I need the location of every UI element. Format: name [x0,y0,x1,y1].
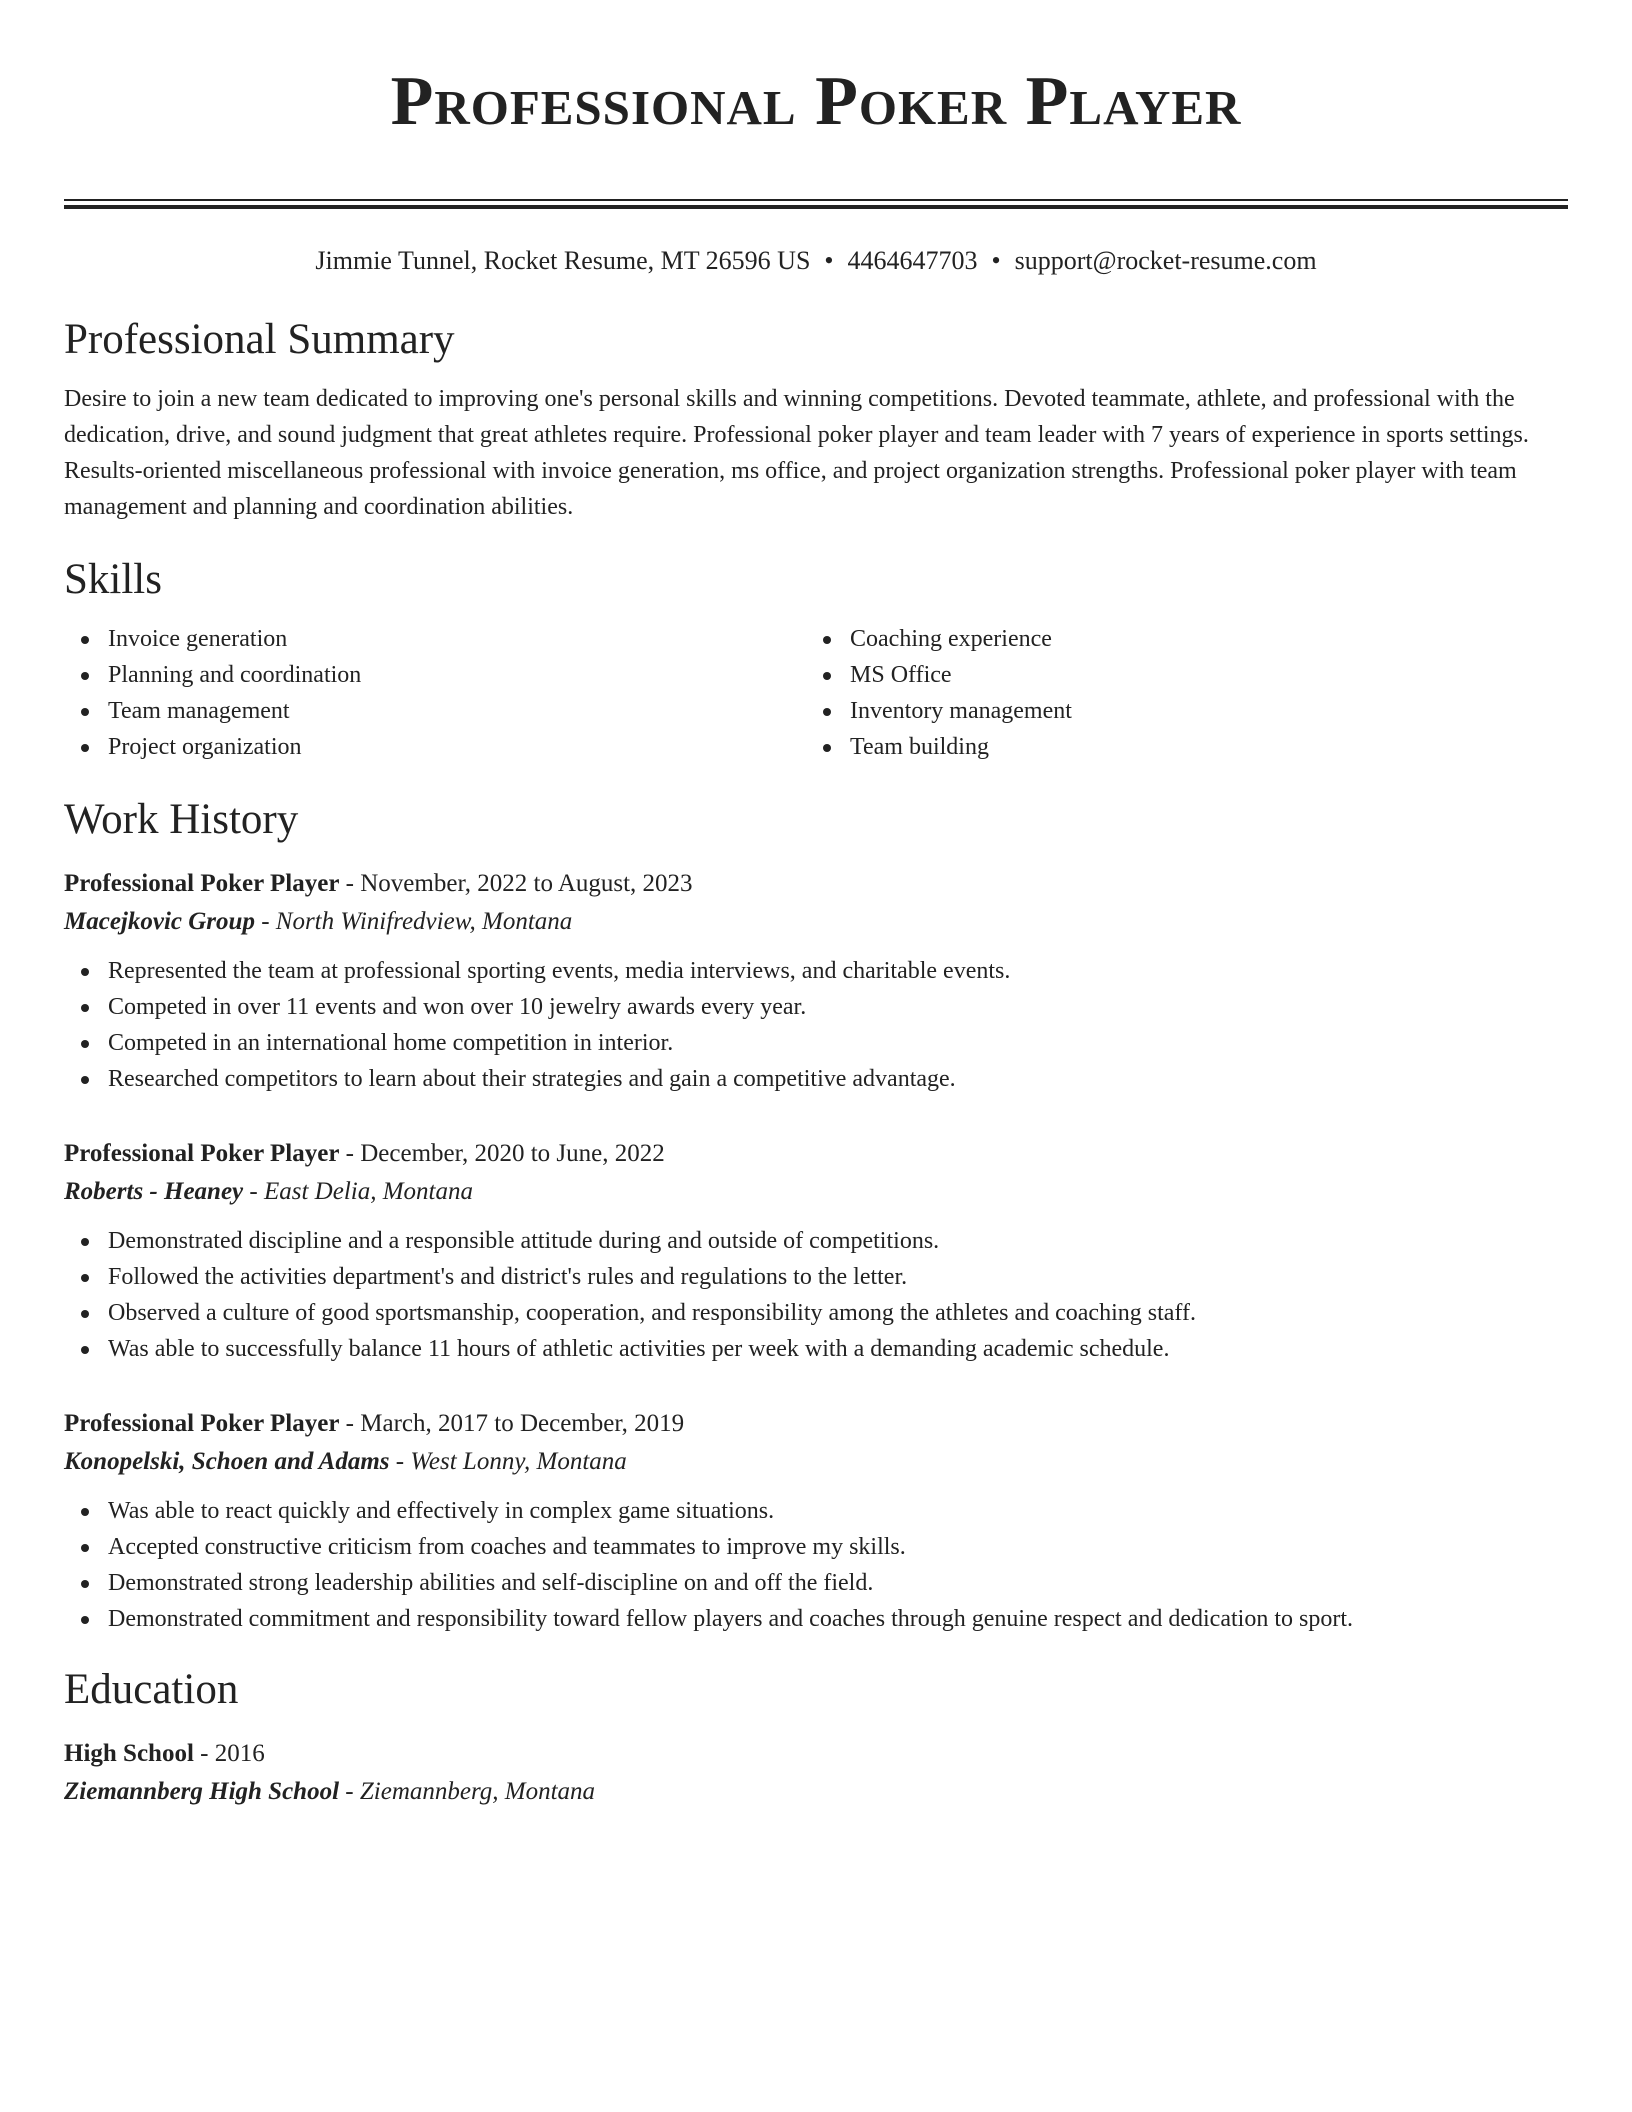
job-dates: March, 2017 to December, 2019 [360,1410,685,1437]
education-school-line [64,1773,1568,1811]
contact-email: support@rocket-resume.com [1014,246,1317,275]
education-location: Ziemannberg, Montana [359,1778,596,1805]
job-bullet: Competed in over 11 events and won over 10 jewelry awards every year. [64,989,1568,1025]
header-divider [64,199,1568,209]
skill-item: Invoice generation [64,621,806,657]
job-location: North Winifredview, Montana [275,908,573,935]
skill-item: Project organization [64,729,806,765]
job-dates: November, 2022 to August, 2023 [360,870,693,897]
job-company: Macejkovic Group [64,908,255,935]
job-location: West Lonny, Montana [410,1448,627,1475]
education-degree-line [64,1735,1568,1773]
job-dates: December, 2020 to June, 2022 [360,1140,665,1167]
job-title-line [64,1135,1568,1173]
job-bullet: Accepted constructive criticism from coaches and teammates to improve my skills. [64,1529,1568,1565]
education-year: 2016 [214,1740,265,1767]
job-bullet: Followed the activities department's and district's rules and regulations to the letter. [64,1259,1568,1295]
skills-heading: Skills [64,556,162,603]
education-heading: Education [64,1666,239,1713]
job-bullet: Demonstrated discipline and a responsible attitude during and outside of competitions. [64,1223,1568,1259]
job-company: Roberts - Heaney [64,1178,244,1205]
job-bullets [64,953,1568,1097]
job-bullet: Observed a culture of good sportsmanship, cooperation, and responsibility among the athletes and coaching staff. [64,1295,1568,1331]
skills-column-right [806,621,1548,765]
job-company-line [64,1443,1568,1481]
job-bullet: Was able to successfully balance 11 hours of athletic activities per week with a demanding academic schedule. [64,1331,1568,1367]
job-title: Professional Poker Player [64,870,340,897]
resume-name: Professional Poker Player [390,63,1242,140]
job-location: East Delia, Montana [263,1178,473,1205]
contact-separator: • [824,246,834,275]
work-history-heading: Work History [64,796,299,843]
skill-item: MS Office [806,657,1548,693]
education-school: Ziemannberg High School [64,1778,340,1805]
job-company-line [64,1173,1568,1211]
summary-heading: Professional Summary [64,316,455,363]
skill-item: Inventory management [806,693,1548,729]
skill-item: Team management [64,693,806,729]
job-bullet: Represented the team at professional sporting events, media interviews, and charitable events. [64,953,1568,989]
skill-item: Coaching experience [806,621,1548,657]
job-title-line [64,865,1568,903]
skills-column-left [64,621,806,765]
contact-separator: • [991,246,1001,275]
education-dash: - [193,1740,215,1767]
skill-item: Team building [806,729,1548,765]
contact-phone: 4464647703 [847,246,978,275]
job-bullet: Competed in an international home competition in interior. [64,1025,1568,1061]
contact-line [64,243,1568,279]
job-entry [64,1135,1568,1367]
job-dash: - [339,870,361,897]
skill-item: Planning and coordination [64,657,806,693]
job-dash: - [389,1448,411,1475]
skills-list [64,621,1568,765]
job-company-line [64,903,1568,941]
job-bullets [64,1223,1568,1367]
education-entry [64,1735,1568,1811]
job-bullet: Demonstrated strong leadership abilities and self-discipline on and off the field. [64,1565,1568,1601]
job-title: Professional Poker Player [64,1140,340,1167]
job-bullet: Researched competitors to learn about their strategies and gain a competitive advantage. [64,1061,1568,1097]
job-dash: - [254,908,276,935]
job-dash: - [243,1178,264,1205]
job-entry [64,1405,1568,1637]
job-bullets [64,1493,1568,1637]
job-entry [64,865,1568,1097]
job-title-line [64,1405,1568,1443]
education-dash: - [339,1778,360,1805]
job-bullet: Demonstrated commitment and responsibility toward fellow players and coaches through genuine respect and dedication to sport. [64,1601,1568,1637]
education-degree: High School [64,1740,194,1767]
contact-address: Jimmie Tunnel, Rocket Resume, MT 26596 US [315,246,811,275]
job-bullet: Was able to react quickly and effectively in complex game situations. [64,1493,1568,1529]
job-company: Konopelski, Schoen and Adams [64,1448,390,1475]
job-dash: - [339,1410,361,1437]
summary-text: Desire to join a new team dedicated to improving one's personal skills and winning competitions. Devoted teammate, athlete, and professional with the dedication, drive, and sound judgment that great athletes require. Professional poker player and team leader with 7 years of experience in sports settings. Results-oriented miscellaneous professional with invoice generation, ms office, and project organization strengths. Professional poker player with team management and planning and coordination abilities. [64,386,1529,520]
job-title: Professional Poker Player [64,1410,340,1437]
job-dash: - [339,1140,361,1167]
